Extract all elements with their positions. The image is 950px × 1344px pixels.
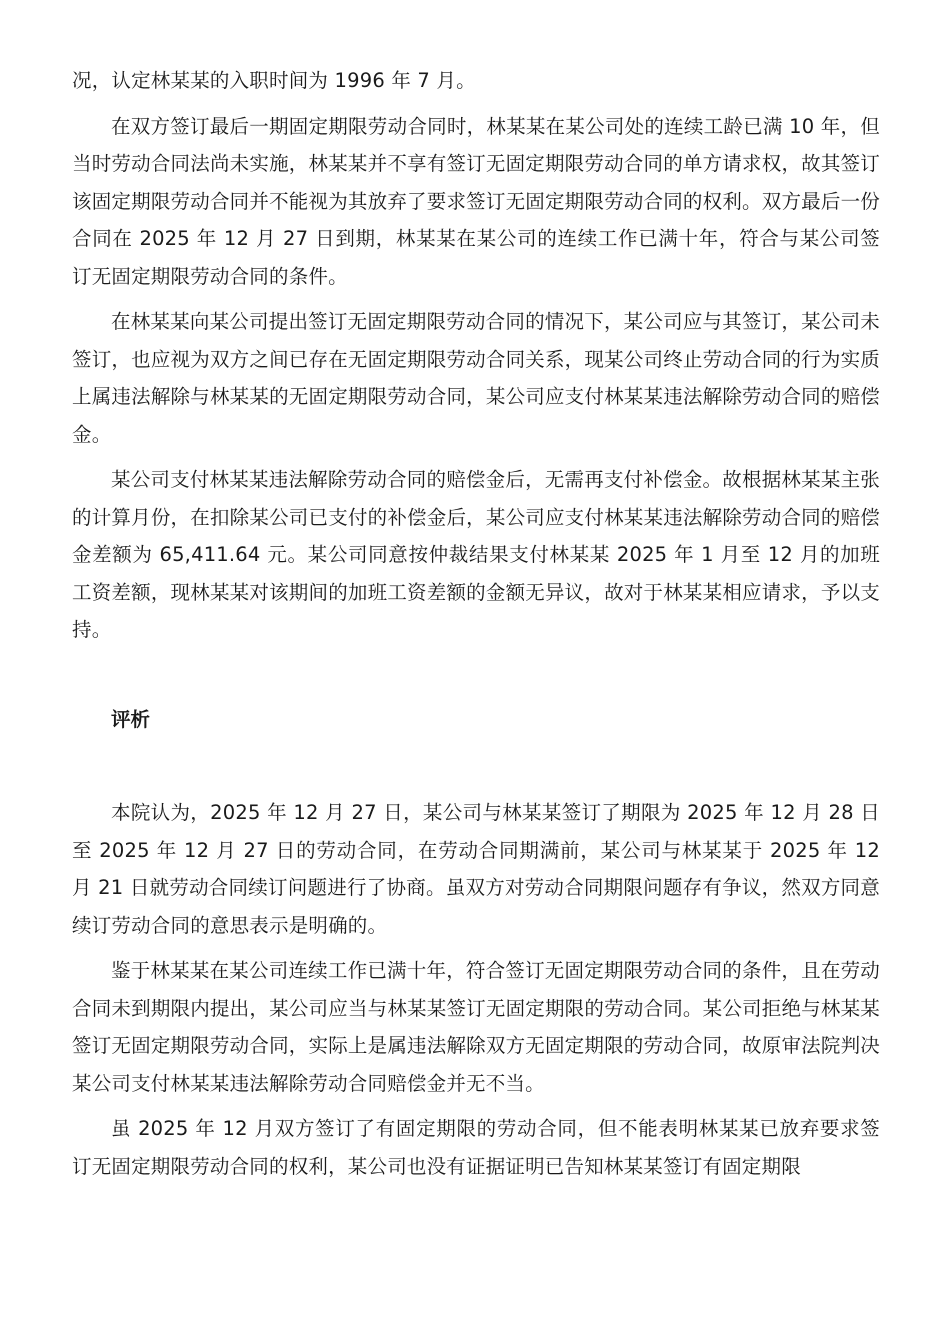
paragraph-ten-years: 鉴于林某某在某公司连续工作已满十年，符合签订无固定期限劳动合同的条件，且在劳动合同未到期限内提出，某公司应当与林某某签订无固定期限的劳动合同。某公司拒绝与林某某签订无固定期限劳动合同，实际上是属违法解除双方无固定期限的劳动合同，故原审法院判决某公司支付林某某违法解除劳动合同赔偿金并无不当。 [72,959,880,1095]
document-page [72,62,880,1193]
spacer [72,738,880,794]
paragraph-court-opinion: 本院认为，2025 年 12 月 27 日，某公司与林某某签订了期限为 2025 年 12 月 28 日至 2025 年 12 月 27 日的劳动合同，在劳动合同期满前，某公司与林某某于 2025 年 12 月 21 日就劳动合同续订问题进行了协商。虽双方对劳动合同期限问题存有争议，然双方同意续订劳动合同的意思表示是明确的。 [72,801,880,937]
paragraph-compensation: 某公司支付林某某违法解除劳动合同的赔偿金后，无需再支付补偿金。故根据林某某主张的计算月份，在扣除某公司已支付的补偿金后，某公司应支付林某某违法解除劳动合同的赔偿金差额为 65,411.64 元。某公司同意按仲裁结果支付林某某 2025 年 1 月至 12 月的加班工资差额，现林某某对该期间的加班工资差额的金额无异议，故对于林某某相应请求，予以支持。 [72,468,880,641]
spacer [72,657,880,701]
paragraph-fixed-term: 虽 2025 年 12 月双方签订了有固定期限的劳动合同，但不能表明林某某已放弃要求签订无固定期限劳动合同的权利，某公司也没有证据证明已告知林某某签订有固定期限 [72,1117,880,1178]
paragraph-termination: 在林某某向某公司提出签订无固定期限劳动合同的情况下，某公司应与其签订，某公司未签订，也应视为双方之间已存在无固定期限劳动合同关系，现某公司终止劳动合同的行为实质上属违法解除与林某某的无固定期限劳动合同，某公司应支付林某某违法解除劳动合同的赔偿金。 [72,310,880,446]
paragraph-continuation: 况，认定林某某的入职时间为 1996 年 7 月。 [72,69,476,92]
paragraph-tenure: 在双方签订最后一期固定期限劳动合同时，林某某在某公司处的连续工龄已满 10 年，但当时劳动合同法尚未实施，林某某并不享有签订无固定期限劳动合同的单方请求权，故其签订该固定期限劳动合同并不能视为其放弃了要求签订无固定期限劳动合同的权利。双方最后一份合同在 2025 年 12 月 27 日到期，林某某在某公司的连续工作已满十年，符合与某公司签订无固定期限劳动合同的条件。 [72,114,880,288]
section-heading: 评析 [111,707,151,731]
